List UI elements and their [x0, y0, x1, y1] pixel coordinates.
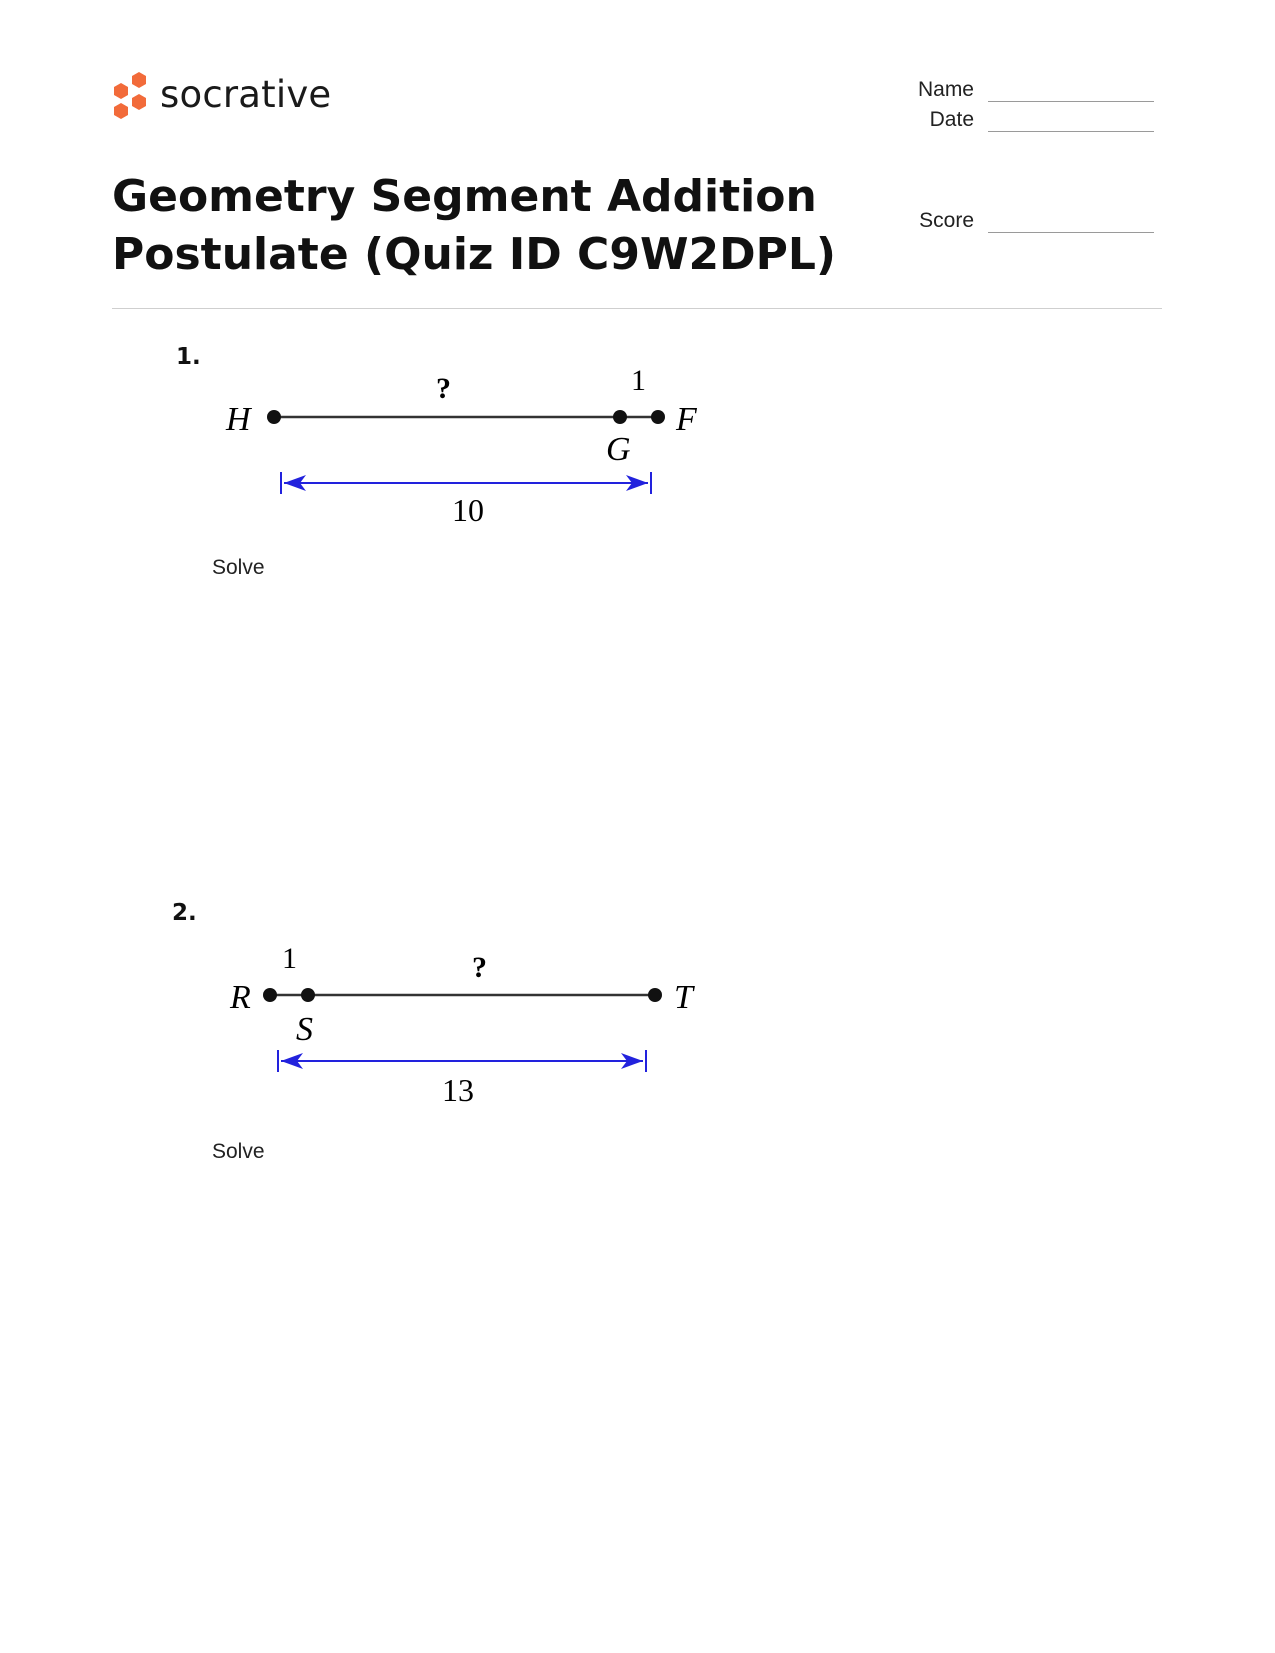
date-field[interactable]	[854, 108, 1154, 132]
name-field[interactable]	[854, 78, 1154, 102]
segment-label-unknown: ?	[472, 951, 487, 984]
logo-wordmark: socrative	[160, 72, 332, 116]
measure-label: 10	[452, 492, 484, 528]
measure-label: 13	[442, 1072, 474, 1108]
title-line-1: Geometry Segment Addition	[112, 171, 817, 222]
label-r: R	[230, 979, 251, 1016]
label-h: H	[226, 401, 251, 438]
point-r	[263, 988, 277, 1002]
segment-label-one: 1	[282, 942, 297, 975]
question-2-prompt: Solve	[212, 1140, 265, 1163]
date-label: Date	[929, 108, 974, 131]
measure-arrow	[278, 1050, 646, 1072]
question-2-number: 2.	[172, 900, 197, 926]
segment-label-unknown: ?	[436, 372, 451, 405]
question-2-figure	[210, 942, 710, 1112]
point-h	[267, 410, 281, 424]
score-blank-line[interactable]	[988, 216, 1154, 233]
point-t	[648, 988, 662, 1002]
title-line-2: Postulate (Quiz ID C9W2DPL)	[112, 229, 837, 280]
hexagon-cluster-icon	[112, 72, 150, 120]
point-f	[651, 410, 665, 424]
date-blank-line[interactable]	[988, 115, 1154, 132]
header-divider	[112, 308, 1162, 309]
page-title	[112, 168, 852, 284]
question-1-figure	[210, 368, 710, 538]
point-g	[613, 410, 627, 424]
score-field[interactable]	[854, 209, 1154, 233]
segment-label-one: 1	[631, 368, 646, 397]
label-s: S	[296, 1011, 313, 1048]
score-label: Score	[919, 209, 974, 232]
name-blank-line[interactable]	[988, 85, 1154, 102]
label-f: F	[676, 401, 697, 438]
measure-arrow	[281, 472, 651, 494]
socrative-logo	[112, 72, 331, 120]
question-1-prompt: Solve	[212, 556, 265, 579]
label-g: G	[606, 431, 631, 468]
label-t: T	[674, 979, 693, 1016]
question-1-number: 1.	[176, 344, 201, 370]
name-label: Name	[917, 78, 974, 101]
point-s	[301, 988, 315, 1002]
